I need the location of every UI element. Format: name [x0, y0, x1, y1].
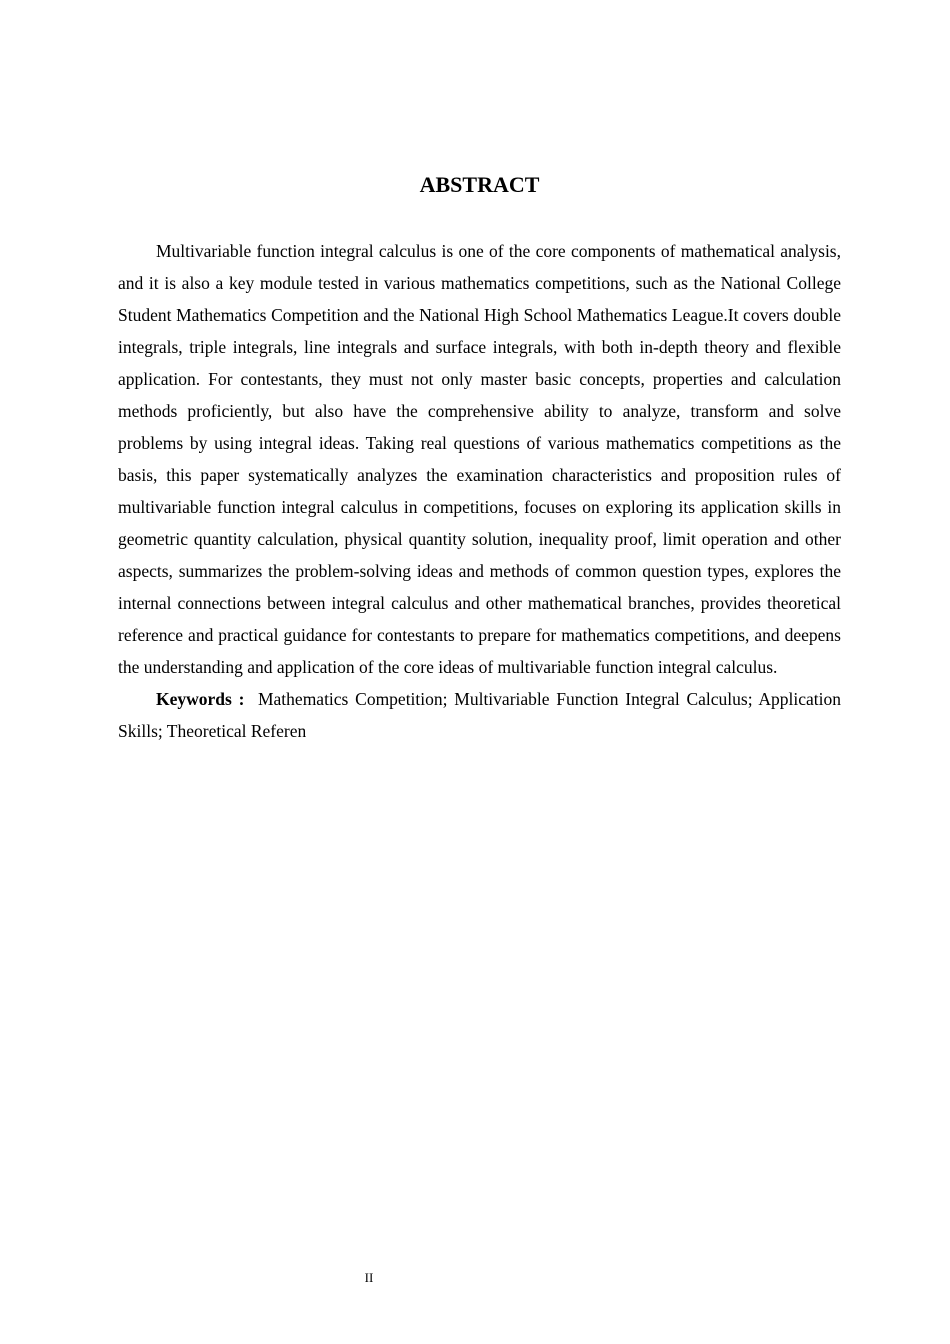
keywords-text: Mathematics Competition; Multivariable Function Integral Calculus; Application Skills; Theoretical Referen: [118, 689, 842, 741]
page-number: II: [364, 1270, 374, 1285]
abstract-paragraph: Multivariable function integral calculus is one of the core components of mathematical analysis, and it is also a key module tested in various mathematics competitions, such as the National College Student Mathematics Competition and the National High School Mathematics League.It covers double integrals, triple integrals, line integrals and surface integrals, with both in-depth theory and flexible application. For contestants, they must not only master basic concepts, properties and calculation methods proficiently, but also have the comprehensive ability to analyze, transform and solve problems by using integral ideas. Taking real questions of various mathematics competitions as the basis, this paper systematically analyzes the examination characteristics and proposition rules of multivariable function integral calculus in competitions, focuses on exploring its application skills in geometric quantity calculation, physical quantity solution, inequality proof, limit operation and other aspects, summarizes the problem-solving ideas and methods of common question types, explores the internal connections between integral calculus and other mathematical branches, provides theoretical reference and practical guidance for contestants to prepare for mathematics competitions, and deepens the understanding and application of the core ideas of multivariable function integral calculus.: [118, 241, 841, 677]
keywords-label: Keywords :: [156, 689, 245, 709]
keywords-paragraph: [118, 683, 841, 747]
abstract-body: [118, 235, 841, 747]
abstract-title: ABSTRACT: [419, 172, 540, 197]
